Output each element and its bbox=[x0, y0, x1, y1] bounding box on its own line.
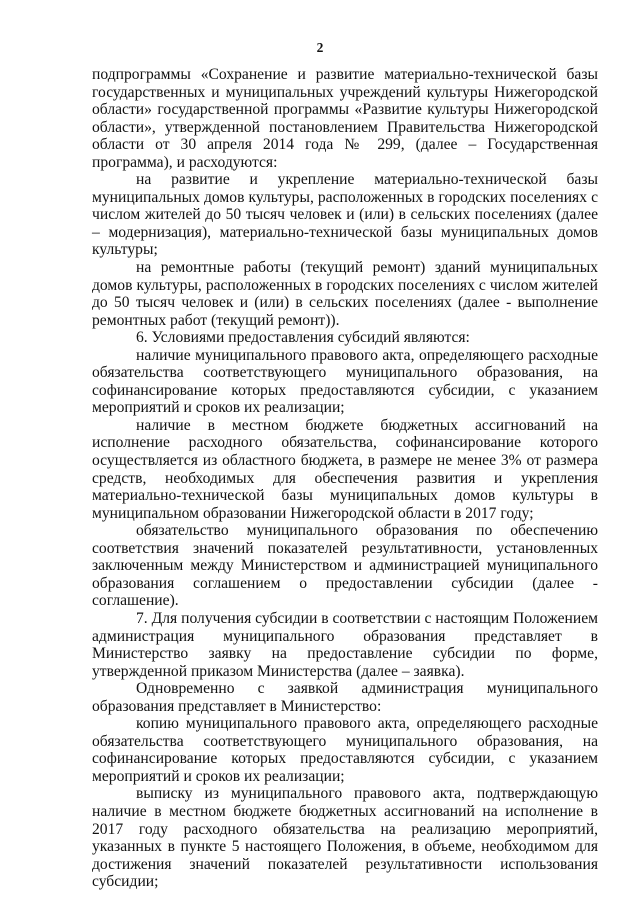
paragraph-repair-works: на ремонтные работы (текущий ремонт) зданий муниципальных домов культуры, расположенных в городских поселениях с числом жителей до 50 тысяч человек и (или) в сельских поселениях (далее - выполнение ремонтных работ (текущий ремонт)). bbox=[92, 259, 598, 329]
paragraph-modernization: на развитие и укрепление материально-технической базы муниципальных домов культуры, расположенных в городских поселениях с числом жителей до 50 тысяч человек и (или) в сельских поселениях (далее – модернизация), материально-технической базы муниципальных домов культуры; bbox=[92, 171, 598, 259]
paragraph-copy-of-act: копию муниципального правового акта, определяющего расходные обязательства соответствующего муниципального образования, на софинансирование которых предоставляются субсидии, с указанием мероприятий и сроков их реализации; bbox=[92, 715, 598, 785]
page-number: 2 bbox=[316, 40, 324, 55]
paragraph-item-6: 6. Условиями предоставления субсидий являются: bbox=[136, 329, 470, 347]
paragraph-subprogram: подпрограммы «Сохранение и развитие материально-технической базы государственных и муниципальных учреждений культуры Нижегородской области» государственной программы «Развитие культуры Нижегородской области», утвержденной постановлением Правительства Нижегородской области от 30 апреля 2014 года № 299, (далее – Государственная программа), и расходуются: bbox=[92, 66, 598, 171]
document-body bbox=[92, 66, 598, 891]
paragraph-obligation: обязательство муниципального образования по обеспечению соответствия значений показателей результативности, установленных заключенным между Министерством и администрацией муниципального образования соглашением о предоставлении субсидии (далее - соглашение). bbox=[92, 522, 598, 610]
paragraph-budget-allocation: наличие в местном бюджете бюджетных ассигнований на исполнение расходного обязательства, софинансирование которого осуществляется из областного бюджета, в размере не менее 3% от размера средств, необходимых для обеспечения развития и укрепления материально-технической базы муниципальных домов культуры в муниципальном образовании Нижегородской области в 2017 году; bbox=[92, 416, 598, 522]
paragraph-extract: выписку из муниципального правового акта, подтверждающую наличие в местном бюджете бюджетных ассигнований на исполнение в 2017 году расходного обязательства на реализацию мероприятий, указанных в пункте 5 настоящего Положения, в объеме, необходимом для достижения значений показателей результативности использования субсидии; bbox=[92, 785, 598, 891]
paragraph-legal-act: наличие муниципального правового акта, определяющего расходные обязательства соответствующего муниципального образования, на софинансирование которых предоставляются субсидии, с указанием мероприятий и сроков их реализации; bbox=[92, 346, 598, 417]
paragraph-simultaneously: Одновременно с заявкой администрация муниципального образования представляет в Министерство: bbox=[92, 680, 598, 715]
paragraph-item-7: 7. Для получения субсидии в соответствии с настоящим Положением администрация муниципального образования представляет в Министерство заявку на предоставление субсидии по форме, утвержденной приказом Министерства (далее – заявка). bbox=[92, 609, 598, 680]
